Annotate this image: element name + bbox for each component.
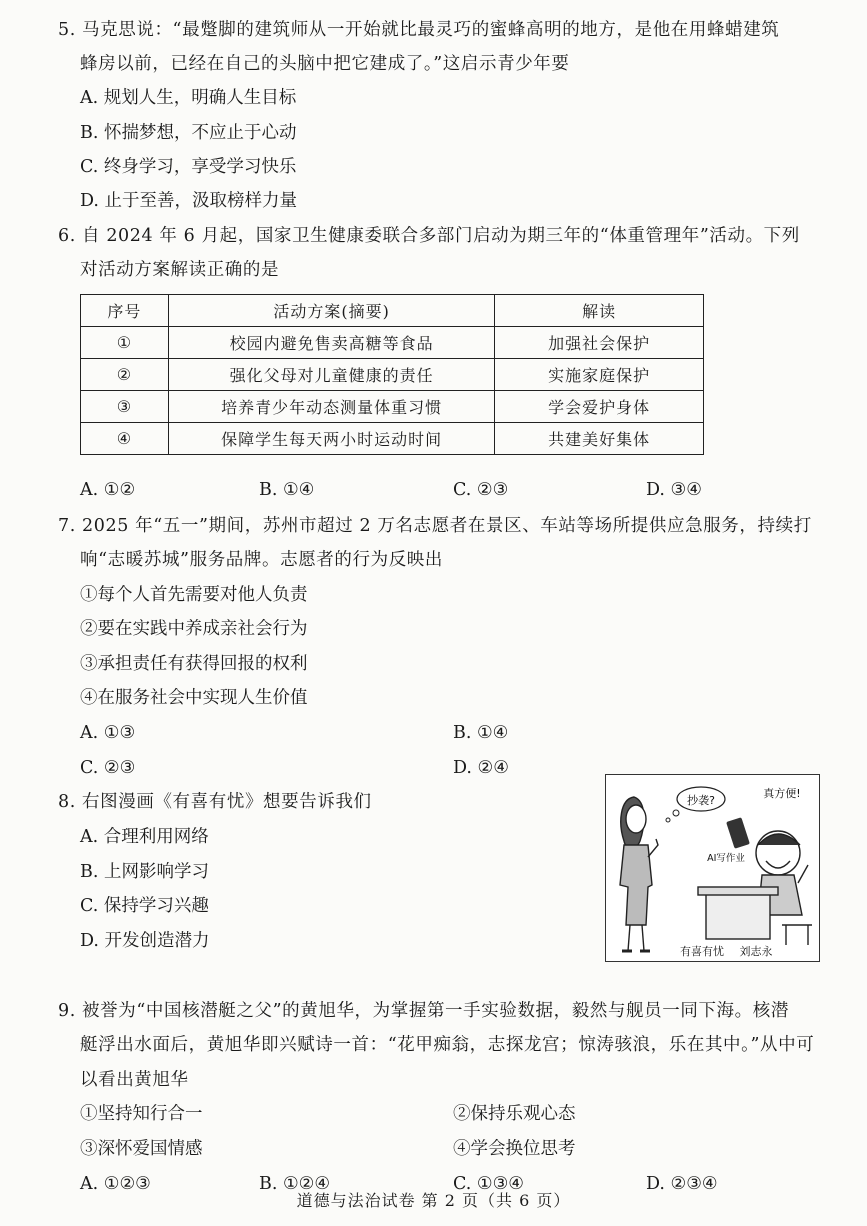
speech-text-right: 真方便! [763,787,801,800]
table-row [81,359,704,391]
q7-stem-line2: 响“志暖苏城”服务品牌。志愿者的行为反映出 [80,550,443,570]
table-row [81,423,704,455]
table-header-cell: 活动方案(摘要) [168,295,494,327]
q5-option-a: A. 规划人生，明确人生目标 [80,88,297,108]
q9-item-4: ④学会换位思考 [453,1139,576,1159]
q5-stem-line2: 蜂房以前，已经在自己的头脑中把它建成了。”这启示青少年要 [80,54,570,74]
table-cell: ② [81,359,169,391]
q9-option-a: A. ①②③ [80,1174,151,1194]
q9-stem-line3: 以看出黄旭华 [80,1070,189,1090]
q7-item-3: ③承担责任有获得回报的权利 [80,654,308,674]
q9-option-d: D. ②③④ [646,1174,718,1194]
q7-stem-line1: 7. 2025 年“五一”期间，苏州市超过 2 万名志愿者在景区、车站等场所提供应急服务，持续打 [58,516,812,536]
table-cell: ④ [81,423,169,455]
table-cell: 强化父母对儿童健康的责任 [168,359,494,391]
q7-item-2: ②要在实践中养成亲社会行为 [80,619,308,639]
q8-stem: 8. 右图漫画《有喜有忧》想要告诉我们 [58,792,372,812]
table-cell: ③ [81,391,169,423]
table-cell: 学会爱护身体 [495,391,704,423]
phone-label: AI写作业 [707,853,745,864]
q7-option-a: A. ①③ [80,723,136,743]
phone-icon [726,817,750,849]
table-row [81,391,704,423]
svg-text:抄袭?: 抄袭? [687,794,715,807]
q7-option-d: D. ②④ [453,758,509,778]
q5-option-d: D. 止于至善，汲取榜样力量 [80,191,298,211]
q8-option-a: A. 合理利用网络 [80,827,209,847]
q6-table [80,294,704,455]
comic-caption-author: 刘志永 [739,945,773,958]
comic-caption-title: 有喜有忧 [680,945,724,958]
q7-option-c: C. ②③ [80,758,136,778]
q9-item-1: ①坚持知行合一 [80,1104,203,1124]
comic-illustration [605,774,820,962]
q7-item-4: ④在服务社会中实现人生价值 [80,688,308,708]
q8-option-b: B. 上网影响学习 [80,862,209,882]
speech-bubble-left [666,787,725,822]
q6-option-b: B. ①④ [259,480,315,500]
q5-option-c: C. 终身学习，享受学习快乐 [80,157,297,177]
table-header-cell: 序号 [81,295,169,327]
q7-item-1: ①每个人首先需要对他人负责 [80,585,308,605]
worried-woman-figure [620,797,658,951]
table-cell: 共建美好集体 [495,423,704,455]
q6-option-d: D. ③④ [646,480,702,500]
q9-option-c: C. ①③④ [453,1174,524,1194]
table-cell: 加强社会保护 [495,327,704,359]
q8-option-d: D. 开发创造潜力 [80,931,210,951]
q5-stem-line1: 5. 马克思说：“最蹩脚的建筑师从一开始就比最灵巧的蜜蜂高明的地方，是他在用蜂蜡建筑 [58,20,780,40]
q9-stem-line2: 艇浮出水面后，黄旭华即兴赋诗一首：“花甲痴翁，志探龙宫；惊涛骇浪，乐在其中。”从中可 [80,1035,815,1055]
q6-stem-line2: 对活动方案解读正确的是 [80,260,280,280]
q6-option-a: A. ①② [80,480,136,500]
q5-option-b: B. 怀揣梦想，不应止于心动 [80,123,297,143]
q7-option-b: B. ①④ [453,723,509,743]
table-row [81,327,704,359]
q6-option-c: C. ②③ [453,480,509,500]
q8-option-c: C. 保持学习兴趣 [80,896,209,916]
q6-stem-line1: 6. 自 2024 年 6 月起，国家卫生健康委联合多部门启动为期三年的“体重管理年”活动。下列 [58,226,800,246]
table-cell: ① [81,327,169,359]
table-cell: 培养青少年动态测量体重习惯 [168,391,494,423]
table-cell: 校园内避免售卖高糖等食品 [168,327,494,359]
table-cell: 实施家庭保护 [495,359,704,391]
comic-drawing [606,775,819,961]
table-header-row [81,295,704,327]
q9-item-2: ②保持乐观心态 [453,1104,576,1124]
q9-item-3: ③深怀爱国情感 [80,1139,203,1159]
page-footer: 道德与法治试卷 第 2 页（共 6 页） [296,1191,571,1210]
q9-option-b: B. ①②④ [259,1174,331,1194]
table-cell: 保障学生每天两小时运动时间 [168,423,494,455]
q9-stem-line1: 9. 被誉为“中国核潜艇之父”的黄旭华，为掌握第一手实验数据，毅然与舰员一同下海。核潜 [58,1001,789,1021]
table-header-cell: 解读 [495,295,704,327]
